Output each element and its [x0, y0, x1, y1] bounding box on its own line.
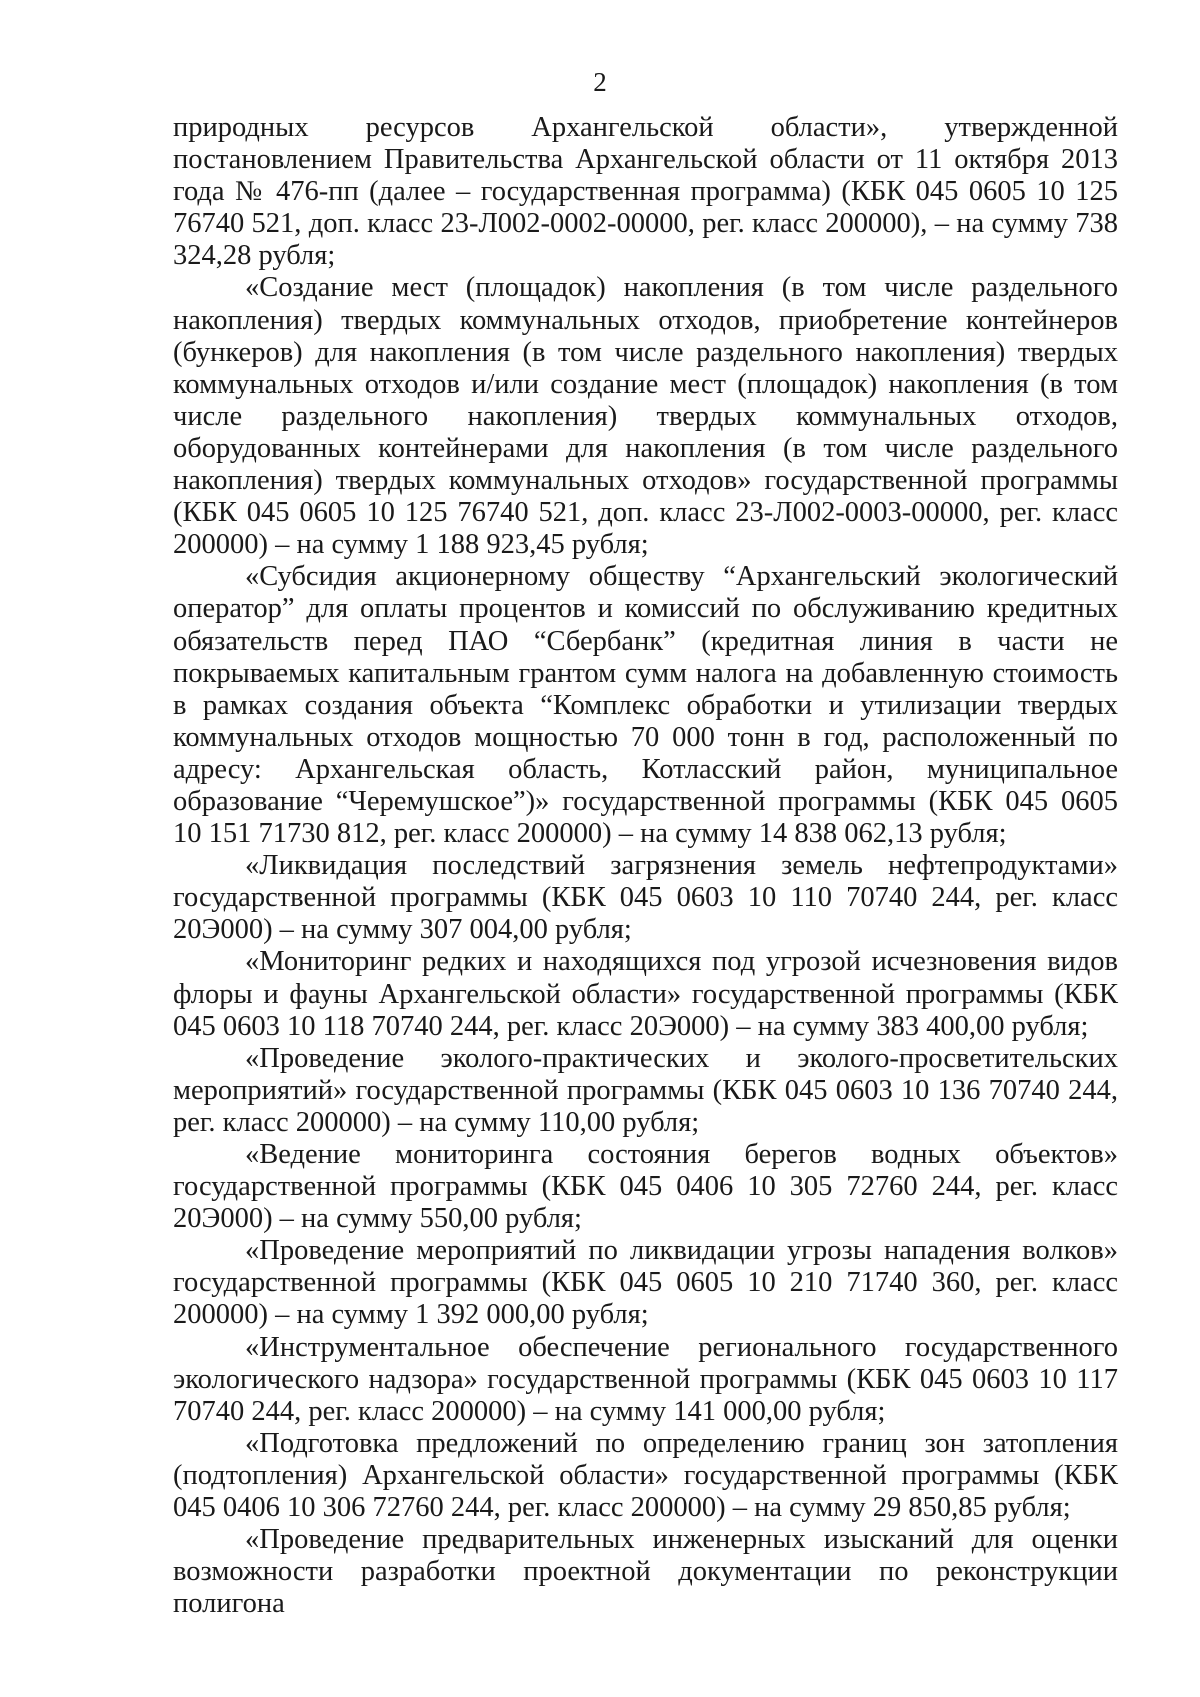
paragraph-continuation: природных ресурсов Архангельской области», утвержденной постановлением Правительства Архангельской области от 11 октября 2013 года № 476-пп (далее – государственная программа) (КБК 045 0605 10 125 76740 521, доп. класс 23-Л002-0002-00000, рег. класс 200000), – на сумму 738 324,28 рубля; — [173, 112, 1118, 272]
paragraph-subsidy-eco-operator: «Субсидия акционерному обществу “Архангельский экологический оператор” для оплаты процентов и комиссий по обслуживанию кредитных обязательств перед ПАО “Сбербанк” (кредитная линия в части не покрываемых капитальным грантом сумм налога на добавленную стоимость в рамках создания объекта “Комплекс обработки и утилизации твердых коммунальных отходов мощностью 70 000 тонн в год, расположенный по адресу: Архангельская область, Котласский район, муниципальное образование “Черемушское”)» государственной программы (КБК 045 0605 10 151 71730 812, рег. класс 200000) – на сумму 14 838 062,13 рубля; — [173, 561, 1118, 850]
paragraph-flood-zones: «Подготовка предложений по определению границ зон затопления (подтопления) Архангельской области» государственной программы (КБК 045 0406 10 306 72760 244, рег. класс 200000) – на сумму 29 850,85 рубля; — [173, 1427, 1118, 1524]
paragraph-landfill-surveys: «Проведение предварительных инженерных изысканий для оценки возможности разработки проектной документации по реконструкции полигона — [173, 1524, 1118, 1620]
paragraph-waste-collection-sites: «Создание мест (площадок) накопления (в том числе раздельного накопления) твердых коммунальных отходов, приобретение контейнеров (бункеров) для накопления (в том числе раздельного накопления) твердых коммунальных отходов и/или создание мест (площадок) накопления (в том числе раздельного накопления) твердых коммунальных отходов, оборудованных контейнерами для накопления (в том числе раздельного накопления) твердых коммунальных отходов» государственной программы (КБК 045 0605 10 125 76740 521, доп. класс 23-Л002-0003-00000, рег. класс 200000) – на сумму 1 188 923,45 рубля; — [173, 272, 1118, 561]
paragraph-eco-events: «Проведение эколого-практических и эколого-просветительских мероприятий» государственной программы (КБК 045 0603 10 136 70740 244, рег. класс 200000) – на сумму 110,00 рубля; — [173, 1042, 1118, 1138]
paragraph-wolf-threat: «Проведение мероприятий по ликвидации угрозы нападения волков» государственной программы (КБК 045 0605 10 210 71740 360, рег. класс 200000) – на сумму 1 392 000,00 рубля; — [173, 1235, 1118, 1331]
document-body — [173, 112, 1118, 1620]
paragraph-shore-monitoring: «Ведение мониторинга состояния берегов водных объектов» государственной программы (КБК 045 0406 10 305 72760 244, рег. класс 20Э000) – на сумму 550,00 рубля; — [173, 1139, 1118, 1235]
page-number: 2 — [593, 67, 607, 97]
paragraph-oil-pollution: «Ликвидация последствий загрязнения земель нефтепродуктами» государственной программы (КБК 045 0603 10 110 70740 244, рег. класс 20Э000) – на сумму 307 004,00 рубля; — [173, 850, 1118, 946]
paragraph-rare-species-monitoring: «Мониторинг редких и находящихся под угрозой исчезновения видов флоры и фауны Архангельской области» государственной программы (КБК 045 0603 10 118 70740 244, рег. класс 20Э000) – на сумму 383 400,00 рубля; — [173, 946, 1118, 1042]
paragraph-eco-supervision: «Инструментальное обеспечение регионального государственного экологического надзора» государственной программы (КБК 045 0603 10 117 70740 244, рег. класс 200000) – на сумму 141 000,00 рубля; — [173, 1331, 1118, 1427]
